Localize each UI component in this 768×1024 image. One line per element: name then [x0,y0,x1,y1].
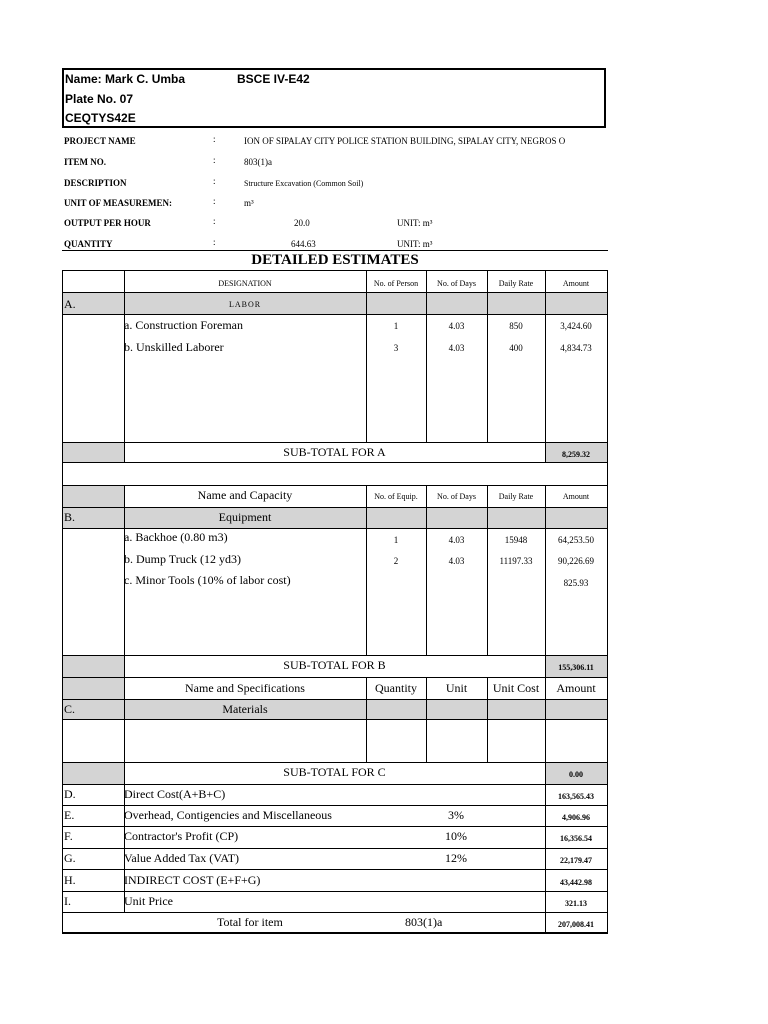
rule [62,869,608,870]
labor-designation: a. Construction Foreman [124,318,243,332]
band [62,442,124,462]
band [62,762,124,784]
rule [62,848,608,849]
labor-rate: 400 [509,343,523,353]
summary-letter: G. [64,851,76,865]
rule [545,270,546,462]
col-header: Amount [556,681,596,695]
summary-amount: 16,356.54 [560,834,592,843]
summary-amount: 321.13 [565,899,587,908]
rule [366,270,367,442]
summary-label: Direct Cost(A+B+C) [124,787,226,801]
summary-amount: 43,442.98 [560,878,592,887]
equipment-name: b. Dump Truck (12 yd3) [124,552,242,566]
rule [124,270,125,462]
colon: : [213,134,216,144]
equipment-count: 2 [393,556,399,566]
item-no: 803(1)a [244,157,272,167]
output-unit: UNIT: m³ [397,218,433,228]
course-code: CEQTYS42E [65,111,136,125]
col-header: No. of Equip. [374,492,418,501]
summary-label: Unit Price [124,894,173,908]
subtotal-label: SUB-TOTAL FOR A [283,445,386,459]
band [62,677,124,699]
labor-count: 3 [393,343,399,353]
equipment-days: 4.03 [448,535,465,545]
rule [62,462,608,463]
rule [607,270,608,934]
col-header: Quantity [375,681,417,695]
rule [62,719,608,720]
unit-label: UNIT OF MEASUREMEN: [64,198,173,208]
equipment-name: c. Minor Tools (10% of labor cost) [124,573,291,587]
col-header: No. of Days [437,492,476,501]
labor-count: 1 [393,321,399,331]
output-value: 20.0 [294,218,310,228]
rule [62,292,608,293]
labor-amount: 3,424.60 [560,321,592,331]
rule [545,677,546,933]
project-name-label: PROJECT NAME [64,136,136,146]
col-header: Daily Rate [498,492,534,501]
section-letter: B. [64,510,76,524]
col-header: No. of Days [437,279,476,288]
colon: : [213,216,216,226]
quantity-value: 644.63 [291,239,316,249]
col-header: Name and Specifications [185,681,305,695]
section-title: LABOR [228,300,262,309]
rule [426,270,427,442]
unit-value: m³ [244,198,254,208]
rule [62,805,608,806]
rule [62,507,608,508]
subtotal-label: SUB-TOTAL FOR C [283,765,386,779]
section-title: Materials [222,702,268,716]
description: Structure Excavation (Common Soil) [244,179,364,188]
rule [426,485,427,655]
col-header: Amount [562,279,590,288]
summary-percent: 12% [445,851,467,865]
summary-letter: E. [64,808,75,822]
rule [62,442,608,443]
summary-percent: 10% [445,829,467,843]
summary-label: Overhead, Contigencies and Miscellaneous [124,808,332,822]
equipment-count: 1 [393,535,399,545]
summary-label: Value Added Tax (VAT) [124,851,240,865]
col-header: Unit Cost [492,681,540,695]
labor-rate: 850 [509,321,523,331]
col-header: Name and Capacity [197,488,293,502]
rule [62,677,608,678]
labor-designation: b. Unskilled Laborer [124,340,224,354]
summary-label: Contractor's Profit (CP) [124,829,239,843]
rule [62,270,63,934]
col-header: Amount [562,492,590,501]
subtotal-amount: 8,259.32 [562,450,590,459]
description-label: DESCRIPTION [64,178,127,188]
table-top [62,270,608,271]
band [62,485,124,507]
summary-amount: 163,565.43 [558,792,594,801]
item-no-label: ITEM NO. [64,157,107,167]
plate-number: Plate No. 07 [65,92,134,106]
rule [62,485,608,486]
rule [62,826,608,827]
rule [62,655,608,656]
colon: : [213,176,216,186]
labor-days: 4.03 [448,321,465,331]
summary-letter: H. [64,873,76,887]
labor-amount: 4,834.73 [560,343,592,353]
project-name: ION OF SIPALAY CITY POLICE STATION BUILDING, SIPALAY CITY, NEGROS O [244,136,566,146]
rule [62,314,608,315]
quantity-unit: UNIT: m³ [397,239,433,249]
section-letter: C. [64,702,76,716]
rule [62,699,608,700]
equipment-amount: 64,253.50 [558,535,594,545]
summary-letter: F. [64,829,73,843]
labor-days: 4.03 [448,343,465,353]
rule [366,485,367,655]
rule [124,485,125,912]
summary-amount: 22,179.47 [560,856,592,865]
rule [487,485,488,655]
output-label: OUTPUT PER HOUR [64,218,151,228]
total-label: Total for item [217,915,283,929]
subtotal-amount: 0.00 [569,770,583,779]
band [62,655,124,677]
equipment-rate: 11197.33 [499,556,533,566]
col-header: Unit [445,681,468,695]
page-title: DETAILED ESTIMATES [251,252,419,268]
equipment-rate: 15948 [504,535,528,545]
rule [62,528,608,529]
col-header: DESIGNATION [218,279,272,288]
summary-percent: 3% [448,808,464,822]
colon: : [213,196,216,206]
summary-label: INDIRECT COST (E+F+G) [124,873,261,887]
summary-letter: D. [64,787,76,801]
quantity-label: QUANTITY [64,239,113,249]
colon: : [213,237,216,247]
colon: : [213,155,216,165]
subtotal-label: SUB-TOTAL FOR B [283,658,386,672]
subtotal-amount: 155,306.11 [558,663,594,672]
divider [62,250,608,251]
total-item: 803(1)a [405,915,443,929]
col-header: No. of Person [373,279,419,288]
table-bottom [62,932,608,934]
equipment-amount: 825.93 [563,578,589,588]
equipment-amount: 90,226.69 [558,556,594,566]
rule [62,912,608,913]
section-title: Equipment [218,510,272,524]
rule [487,270,488,442]
equipment-name: a. Backhoe (0.80 m3) [124,530,228,544]
rule [62,762,608,763]
summary-amount: 4,906.96 [562,813,590,822]
summary-letter: I. [64,894,71,908]
section-letter: A. [64,297,76,311]
section: BSCE IV-E42 [237,72,310,86]
total-amount: 207,008.41 [558,920,594,929]
rule [62,891,608,892]
student-name: Name: Mark C. Umba [65,72,186,86]
rule [62,784,608,785]
col-header: Daily Rate [498,279,534,288]
equipment-days: 4.03 [448,556,465,566]
